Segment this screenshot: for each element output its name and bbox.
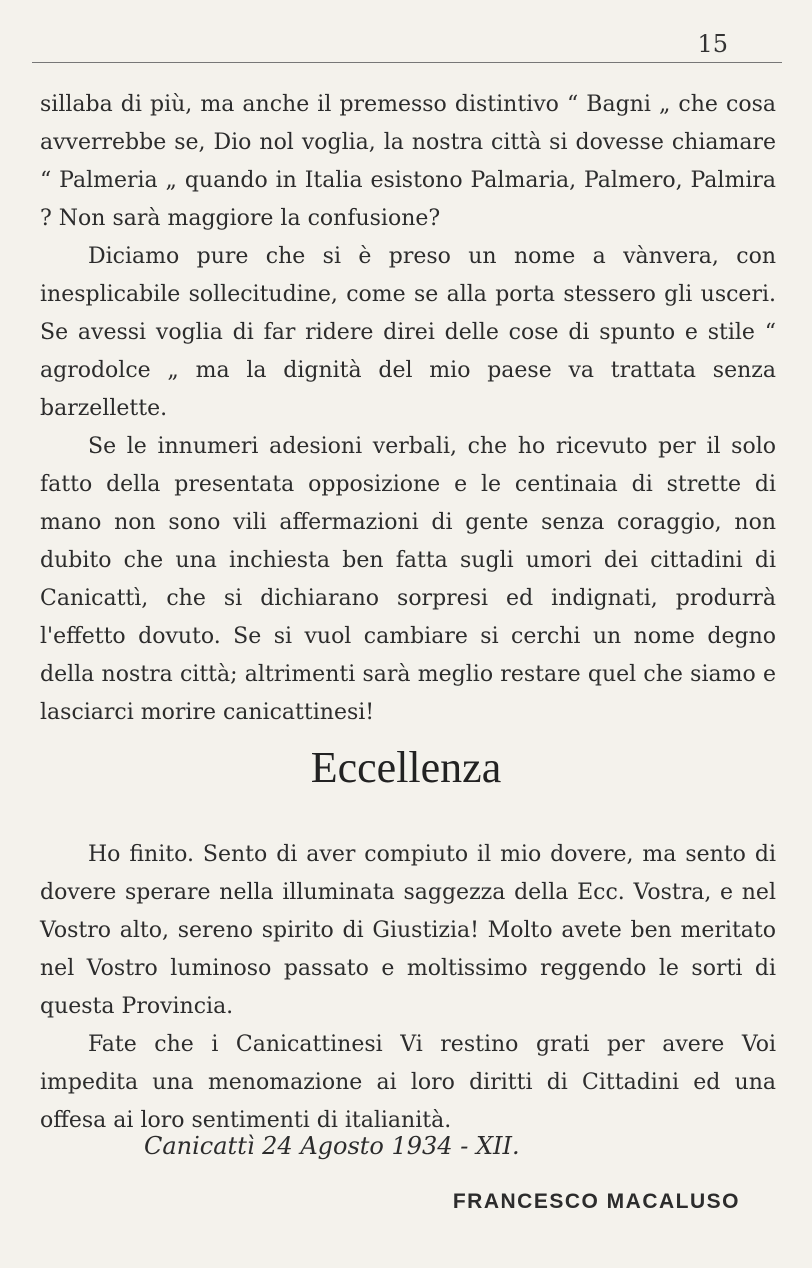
paragraph: Ho finito. Sento di aver compiuto il mio dovere, ma sento di dovere sperare nella illuminata saggezza della Ecc. Vostra, e nel Vostro alto, sereno spirito di Giustizia! Molto avete ben meritato nel Vostro luminoso passato e moltissimo reggendo le sorti di questa Provincia. xyxy=(40,842,776,1019)
body-text-upper xyxy=(40,86,776,732)
body-text-lower xyxy=(40,836,776,1140)
page-number: 15 xyxy=(697,30,728,58)
paragraph: Fate che i Canicattinesi Vi restino grati per avere Voi impedita una menomazione ai loro diritti di Cittadini ed una offesa ai loro sentimenti di italianità. xyxy=(40,1032,776,1133)
paragraph: Se le innumeri adesioni verbali, che ho ricevuto per il solo fatto della presentata opposizione e le centinaia di strette di mano non sono vili affermazioni di gente senza coraggio, non dubito che una inchiesta ben fatta sugli umori dei cittadini di Canicattì, che si dichiarano sorpresi ed indignati, produrrà l'effetto dovuto. Se si vuol cambiare si cerchi un nome degno della nostra città; altrimenti sarà meglio restare quel che siamo e lasciarci morire canicattinesi! xyxy=(40,434,776,725)
dateline: Canicattì 24 Agosto 1934 - XII. xyxy=(144,1132,520,1160)
header-rule xyxy=(32,62,782,63)
section-heading: Eccellenza xyxy=(310,743,502,792)
signature: FRANCESCO MACALUSO xyxy=(452,1190,740,1213)
paragraph: Diciamo pure che si è preso un nome a vànvera, con inesplicabile sollecitudine, come se alla porta stessero gli usceri. Se avessi voglia di far ridere direi delle cose di spunto e stile “ agrodolce „ ma la dignità del mio paese va trattata senza barzellette. xyxy=(40,244,776,421)
paragraph: sillaba di più, ma anche il premesso distintivo “ Bagni „ che cosa avverrebbe se, Dio nol voglia, la nostra città si dovesse chiamare “ Palmeria „ quando in Italia esistono Palmaria, Palmero, Palmira ? Non sarà maggiore la confusione? xyxy=(40,92,776,231)
